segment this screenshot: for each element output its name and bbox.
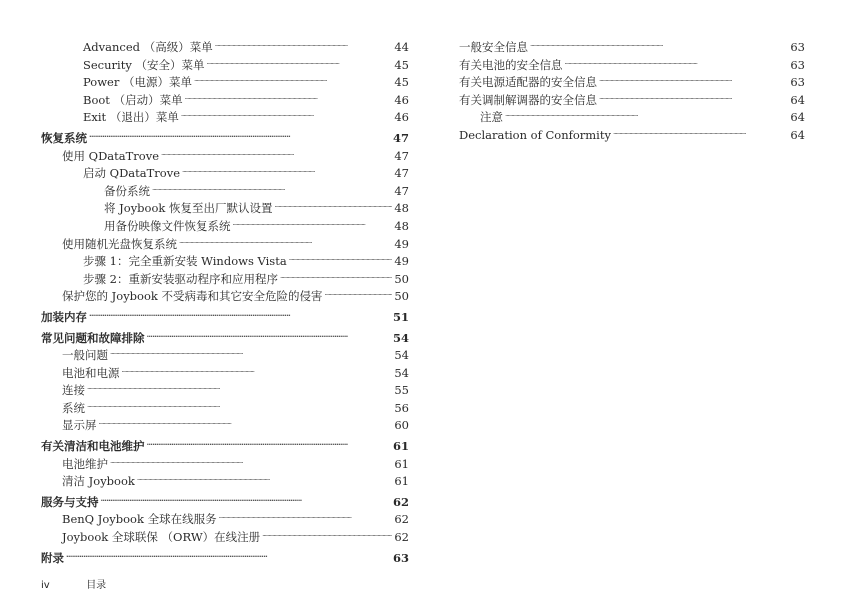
- toc-entry-page: 61: [394, 456, 409, 471]
- toc-entry-page: 48: [394, 201, 409, 216]
- footer-page-number: iv: [41, 580, 50, 591]
- toc-entry-page: 47: [394, 148, 409, 163]
- toc-entry-page: 55: [394, 383, 409, 398]
- toc-entry-title: 加装内存: [41, 309, 87, 324]
- toc-entry-page: 44: [394, 40, 409, 54]
- toc-entry-page: 62: [392, 494, 409, 509]
- toc-entry-page: 61: [392, 439, 409, 454]
- page-footer: [41, 576, 106, 591]
- toc-entry-page: 47: [394, 166, 409, 181]
- toc-right-column: [459, 39, 805, 145]
- toc-entry-title: 备份系统: [104, 183, 150, 198]
- toc-entry-page: 61: [394, 474, 409, 489]
- toc-entry-page: 56: [394, 400, 409, 415]
- toc-entry-page: 50: [394, 271, 409, 286]
- toc-entry-page: 47: [392, 130, 409, 145]
- dot-leader: [613, 122, 788, 142]
- toc-entry-title: 步骤 1：完全重新安装 Windows Vista: [83, 254, 287, 269]
- toc-entry-page: 64: [790, 110, 805, 125]
- toc-entry-page: 49: [394, 236, 409, 251]
- toc-entry-page: 46: [394, 110, 409, 125]
- toc-entry-title: 显示屏: [62, 418, 97, 433]
- dot-leader: [262, 524, 392, 544]
- toc-entry[interactable]: [459, 127, 805, 145]
- toc-entry-page: 63: [790, 57, 805, 72]
- toc-entry-page: 48: [394, 218, 409, 233]
- toc-entry-page: 50: [394, 289, 409, 304]
- toc-entry-title: 一般安全信息: [459, 40, 528, 54]
- dot-leader: [89, 304, 391, 324]
- toc-entry-page: 46: [394, 92, 409, 107]
- toc-entry-title: Power （电源）菜单: [83, 75, 192, 90]
- toc-entry-title: Boot （启动）菜单: [83, 92, 183, 107]
- footer-section-title: 目录: [86, 580, 107, 591]
- toc-entry-page: 63: [790, 40, 805, 54]
- toc-entry-title: 使用 QDataTrove: [62, 148, 160, 163]
- dot-leader: [66, 545, 391, 565]
- toc-entry-page: 62: [394, 530, 409, 545]
- toc-entry-title: BenQ Joybook 全球在线服务: [62, 512, 217, 527]
- toc-entry-title: 步骤 2：重新安装驱动程序和应用程序: [83, 271, 278, 286]
- toc-entry-page: 54: [394, 348, 409, 363]
- toc-entry[interactable]: [41, 550, 409, 568]
- toc-entry-title: 电池维护: [62, 456, 108, 471]
- toc-entry-title: 有关电源适配器的安全信息: [459, 75, 597, 90]
- toc-entry-title: 清洁 Joybook: [62, 474, 135, 489]
- toc-entry-title: Joybook 全球联保 （ORW）在线注册: [62, 530, 261, 545]
- toc-entry-page: 63: [790, 75, 805, 90]
- toc-entry-page: 54: [394, 365, 409, 380]
- toc-entry-title: 将 Joybook 恢复至出厂默认设置: [104, 201, 273, 216]
- toc-entry-title: 用备份映像文件恢复系统: [104, 218, 231, 233]
- dot-leader: [137, 468, 392, 488]
- toc-entry-title: 附录: [41, 550, 64, 565]
- toc-entry-title: 常见问题和故障排除: [41, 330, 145, 345]
- toc-entry-page: 51: [392, 309, 409, 324]
- toc-entry-title: 启动 QDataTrove: [83, 166, 181, 181]
- toc-entry-page: 45: [394, 57, 409, 72]
- toc-entry-page: 54: [392, 330, 409, 345]
- toc-entry-title: 服务与支持: [41, 494, 99, 509]
- toc-entry-title: 保护您的 Joybook 不受病毒和其它安全危险的侵害: [62, 289, 323, 304]
- toc-entry-title: 使用随机光盘恢复系统: [62, 236, 177, 251]
- toc-entry-title: Exit （退出）菜单: [83, 110, 179, 125]
- toc-entry-page: 47: [394, 183, 409, 198]
- toc-entry-title: 有关电池的安全信息: [459, 57, 563, 72]
- toc-entry-page: 62: [394, 512, 409, 527]
- toc-entry-title: 有关调制解调器的安全信息: [459, 92, 597, 107]
- toc-entry-title: 注意: [480, 110, 503, 125]
- toc-entry-title: 系统: [62, 400, 85, 415]
- toc-entry-title: Advanced （高级）菜单: [83, 40, 213, 54]
- toc-entry-title: 电池和电源: [62, 365, 120, 380]
- dot-leader: [181, 104, 393, 124]
- toc-entry-page: 64: [790, 127, 805, 142]
- toc-entry-page: 64: [790, 92, 805, 107]
- toc-entry-title: Declaration of Conformity: [459, 127, 611, 142]
- toc-entry-title: 恢复系统: [41, 130, 87, 145]
- toc-entry-title: 一般问题: [62, 348, 108, 363]
- toc-entry-page: 45: [394, 75, 409, 90]
- toc-entry-page: 60: [394, 418, 409, 433]
- toc-entry-page: 63: [392, 550, 409, 565]
- toc-entry-page: 49: [394, 254, 409, 269]
- dot-leader: [99, 412, 393, 432]
- toc-entry-title: 连接: [62, 383, 85, 398]
- dot-leader: [325, 283, 393, 303]
- toc-left-column: [41, 39, 409, 567]
- toc-entry-title: 有关清洁和电池维护: [41, 439, 145, 454]
- toc-entry-title: Security （安全）菜单: [83, 57, 205, 72]
